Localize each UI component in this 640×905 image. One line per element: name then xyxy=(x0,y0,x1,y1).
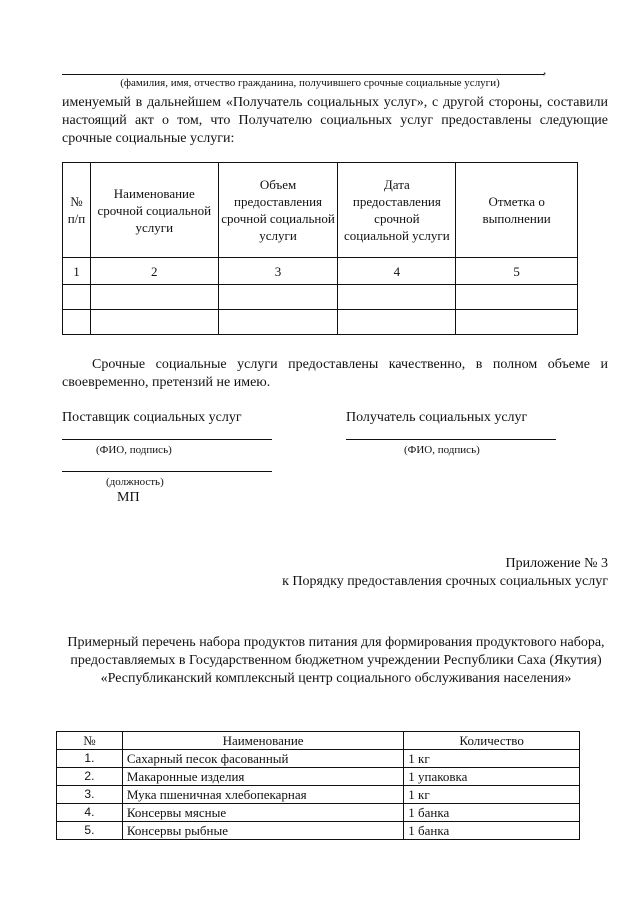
empty-cell[interactable] xyxy=(338,310,456,335)
appendix-line1: Приложение № 3 xyxy=(505,556,608,571)
product-name: Макаронные изделия xyxy=(122,768,403,786)
table-row xyxy=(57,768,580,786)
stamp-label: МП xyxy=(117,490,140,505)
position-line xyxy=(62,471,272,472)
products-table-header xyxy=(57,732,580,750)
statement-paragraph xyxy=(62,356,608,392)
empty-cell[interactable] xyxy=(338,285,456,310)
header-cell: Количество xyxy=(404,732,580,750)
provider-signature-line xyxy=(62,439,272,440)
services-table xyxy=(62,162,578,335)
row-number: 5. xyxy=(57,822,123,840)
product-name: Сахарный песок фасованный xyxy=(122,750,403,768)
empty-cell[interactable] xyxy=(218,285,338,310)
number-cell: 2 xyxy=(90,258,218,285)
empty-cell[interactable] xyxy=(90,310,218,335)
number-cell: 3 xyxy=(218,258,338,285)
recipient-name-comma: , xyxy=(543,62,547,77)
product-quantity: 1 кг xyxy=(404,786,580,804)
header-cell: № xyxy=(57,732,123,750)
product-quantity: 1 банка xyxy=(404,822,580,840)
recipient-name-line xyxy=(62,74,544,75)
header-cell: № п/п xyxy=(63,163,91,258)
services-table-header xyxy=(63,163,578,258)
recipient-label: Получатель социальных услуг xyxy=(346,410,528,425)
product-quantity: 1 упаковка xyxy=(404,768,580,786)
product-name: Консервы рыбные xyxy=(122,822,403,840)
header-cell: Отметка о выполнении xyxy=(456,163,578,258)
table-row xyxy=(63,310,578,335)
empty-cell[interactable] xyxy=(63,310,91,335)
header-cell: Наименование xyxy=(122,732,403,750)
number-cell: 1 xyxy=(63,258,91,285)
appendix-line2: к Порядку предоставления срочных социальных услуг xyxy=(282,574,608,589)
product-quantity: 1 банка xyxy=(404,804,580,822)
empty-cell[interactable] xyxy=(456,310,578,335)
number-cell: 4 xyxy=(338,258,456,285)
row-number: 3. xyxy=(57,786,123,804)
header-cell: Дата предоставления срочной социальной услуги xyxy=(338,163,456,258)
recipient-signature-line xyxy=(346,439,556,440)
table-row xyxy=(63,285,578,310)
intro-text: именуемый в дальнейшем «Получатель социальных услуг», с другой стороны, составили настоящий акт о том, что Получателю социальных услуг предоставлены следующие срочные социальные услуги: xyxy=(62,95,608,146)
provider-fio-caption: (ФИО, подпись) xyxy=(96,444,172,456)
products-table xyxy=(56,731,580,840)
recipient-name-caption: (фамилия, имя, отчество гражданина, получившего срочные социальные услуги) xyxy=(120,77,500,89)
empty-cell[interactable] xyxy=(90,285,218,310)
row-number: 2. xyxy=(57,768,123,786)
table-row xyxy=(57,786,580,804)
product-quantity: 1 кг xyxy=(404,750,580,768)
product-name: Мука пшеничная хлебопекарная xyxy=(122,786,403,804)
position-caption: (должность) xyxy=(106,476,164,488)
header-cell: Объем предоставления срочной социальной услуги xyxy=(218,163,338,258)
empty-cell[interactable] xyxy=(63,285,91,310)
table-row xyxy=(57,822,580,840)
provider-label: Поставщик социальных услуг xyxy=(62,410,242,425)
number-cell: 5 xyxy=(456,258,578,285)
product-name: Консервы мясные xyxy=(122,804,403,822)
empty-cell[interactable] xyxy=(218,310,338,335)
services-table-number-row xyxy=(63,258,578,285)
intro-paragraph xyxy=(62,94,608,148)
table-row xyxy=(57,750,580,768)
row-number: 4. xyxy=(57,804,123,822)
recipient-fio-caption: (ФИО, подпись) xyxy=(404,444,480,456)
empty-cell[interactable] xyxy=(456,285,578,310)
row-number: 1. xyxy=(57,750,123,768)
table-row xyxy=(57,804,580,822)
products-title: Примерный перечень набора продуктов питания для формирования продуктового набора, предоставляемых в Государственном бюджетном учреждении Республики Саха (Якутия) «Республиканский комплексный центр социального обслуживания населения» xyxy=(67,635,605,686)
statement-text: Срочные социальные услуги предоставлены качественно, в полном объеме и своевременно, претензий не имею. xyxy=(62,357,608,390)
header-cell: Наименование срочной социальной услуги xyxy=(90,163,218,258)
